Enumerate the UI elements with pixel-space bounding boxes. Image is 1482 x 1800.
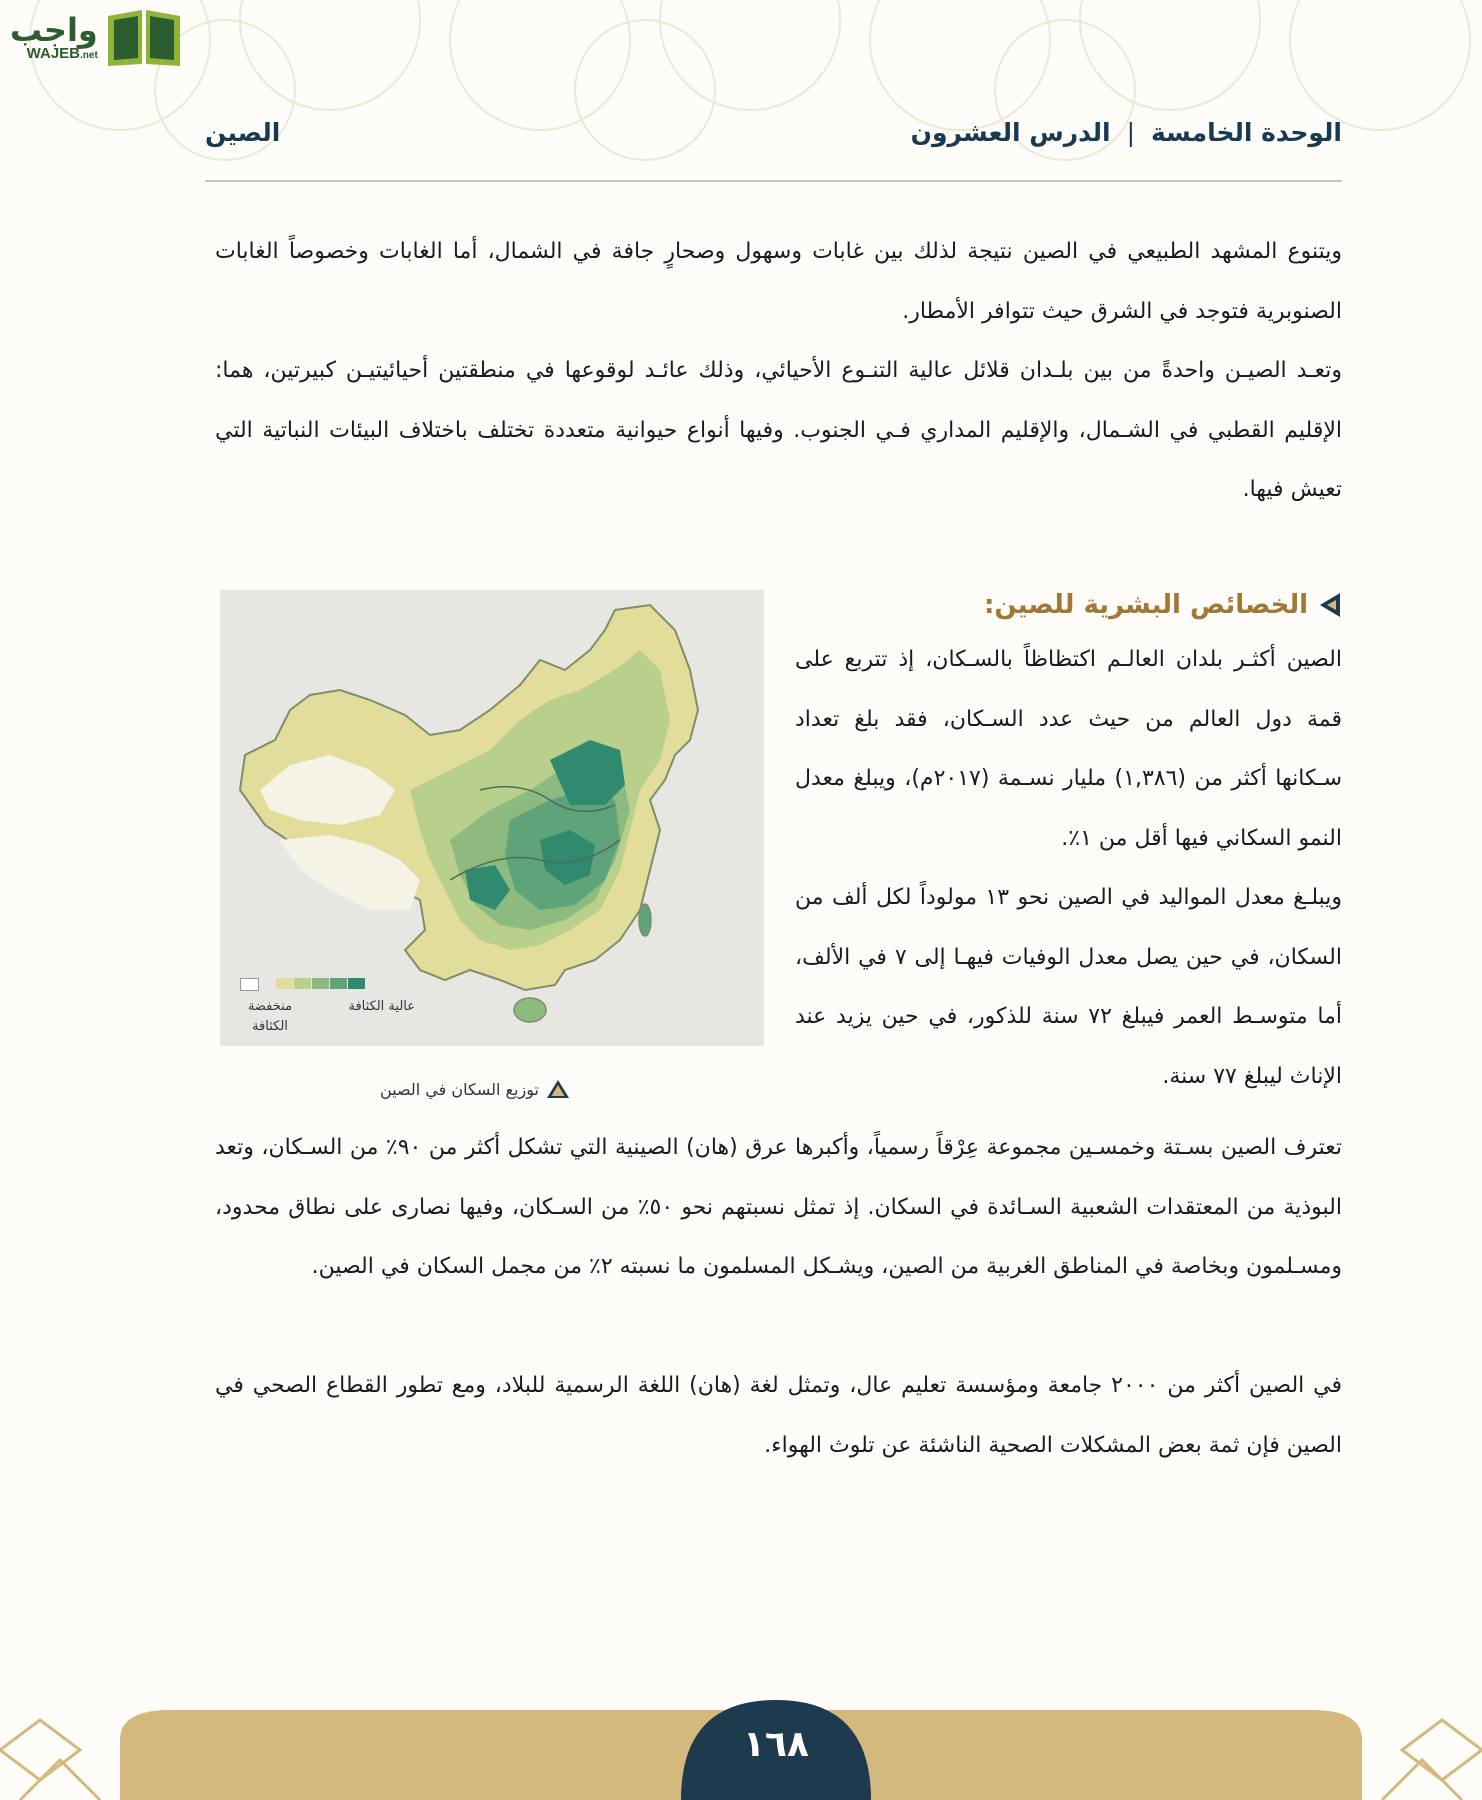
paragraph-birth-death-rates: ويبلـغ معدل المواليد في الصين نحو ١٣ مولوداً لكل ألف من السكان، في حين يصل معدل الوفيات فيهـا إلى ٧ في الألف، أما متوسـط العمر فيبلغ ٧٢ سنة للذكور، في حين يزيد عند الإناث ليبلغ ٧٧ سنة. <box>795 885 1343 1089</box>
lesson-title: الدرس العشرون <box>910 118 1111 147</box>
legend-low-label: منخفضة الكثافة <box>247 999 293 1034</box>
header-divider <box>205 180 1342 182</box>
page-header <box>205 118 1342 147</box>
human-characteristics-section <box>795 580 1342 1106</box>
triangle-icon <box>545 1078 571 1100</box>
wajeb-logo[interactable] <box>10 4 190 70</box>
background-pattern <box>0 0 1482 220</box>
map-caption-text: توزيع السكان في الصين <box>380 1079 539 1099</box>
legend-swatch-high <box>348 978 365 989</box>
legend-swatch-low <box>276 978 293 989</box>
paragraph-education-health: في الصين أكثر من ٢٠٠٠ جامعة ومؤسسة تعليم عال، وتمثل لغة (هان) اللغة الرسمية للبلاد، ومع تطور القطاع الصحي في الصين فإن ثمة بعض المشكلات الصحية الناشئة عن تلوث الهواء. <box>215 1373 1342 1458</box>
map-legend <box>240 978 440 1036</box>
logo-latin-text: WAJEB.net <box>26 44 98 62</box>
paragraph-ethnic-religion: تعترف الصين بسـتة وخمسـين مجموعة عِرْقاً رسمياً، وأكبرها عرق (هان) الصينية التي تشكل أكثر من ٩٠٪ من السـكان، وتعد البوذية من المعتقدات الشعبية السـائدة في السكان. إذ تمثل نسبتهم نحو ٥٠٪ من السـكان، وفيها نصارى على نطاق محدود، ومسـلمون وبخاصة في المناطق الغربية من الصين، ويشـكل المسلمون ما نسبته ٢٪ من مجمل السكان في الصين. <box>215 1135 1342 1279</box>
topic-title: الصين <box>205 118 281 147</box>
logo-arabic-text: واجب <box>10 10 98 49</box>
page-number: ١٦٨ <box>743 1724 809 1765</box>
triangle-bullet-icon <box>1318 591 1342 619</box>
section-heading <box>795 580 1342 630</box>
legend-swatch-mid-low <box>294 978 311 989</box>
header-separator: | <box>1126 118 1135 147</box>
section-heading-text: الخصائص البشرية للصين: <box>984 590 1308 620</box>
paragraph-landscape: ويتنوع المشهد الطبيعي في الصين نتيجة لذلك بين غابات وسهول وصحارٍ جافة في الشمال، أما الغابات وخصوصاً الغابات الصنوبرية فتوجد في الشرق حيث تتوافر الأمطار. <box>215 239 1342 324</box>
legend-swatches <box>240 978 440 991</box>
unit-title: الوحدة الخامسة <box>1151 118 1342 147</box>
map-caption <box>380 1078 571 1100</box>
population-map <box>220 590 764 1046</box>
paragraph-biodiversity: وتعـد الصيـن واحدةً من بين بلـدان قلائل عالية التنـوع الأحيائي، وذلك عائـد لوقوعها في منطقتين أحيائيتيـن كبيرتين، هما: الإقليم القطبي في الشـمال، والإقليم المداري فـي الجنوب. وفيها أنواع حيوانية متعددة تختلف باختلاف البيئات النباتية التي تعيش فيها. <box>215 358 1342 502</box>
legend-swatch-mid-high <box>330 978 347 989</box>
legend-swatch-mid <box>312 978 329 989</box>
book-icon <box>104 6 184 68</box>
paragraph-population: الصين أكثـر بلدان العالـم اكتظاظاً بالسـكان، إذ تتربع على قمة دول العالم من حيث عدد السـكان، فقد بلغ تعداد سـكانها أكثر من (١,٣٨٦) مليار نسـمة (٢٠١٧م)، ويبلغ معدل النمو السكاني فيها أقل من ١٪. <box>795 647 1343 851</box>
header-breadcrumb <box>911 118 1342 147</box>
legend-high-label: عالية الكثافة <box>348 999 415 1014</box>
legend-swatch-very-low <box>240 978 259 991</box>
